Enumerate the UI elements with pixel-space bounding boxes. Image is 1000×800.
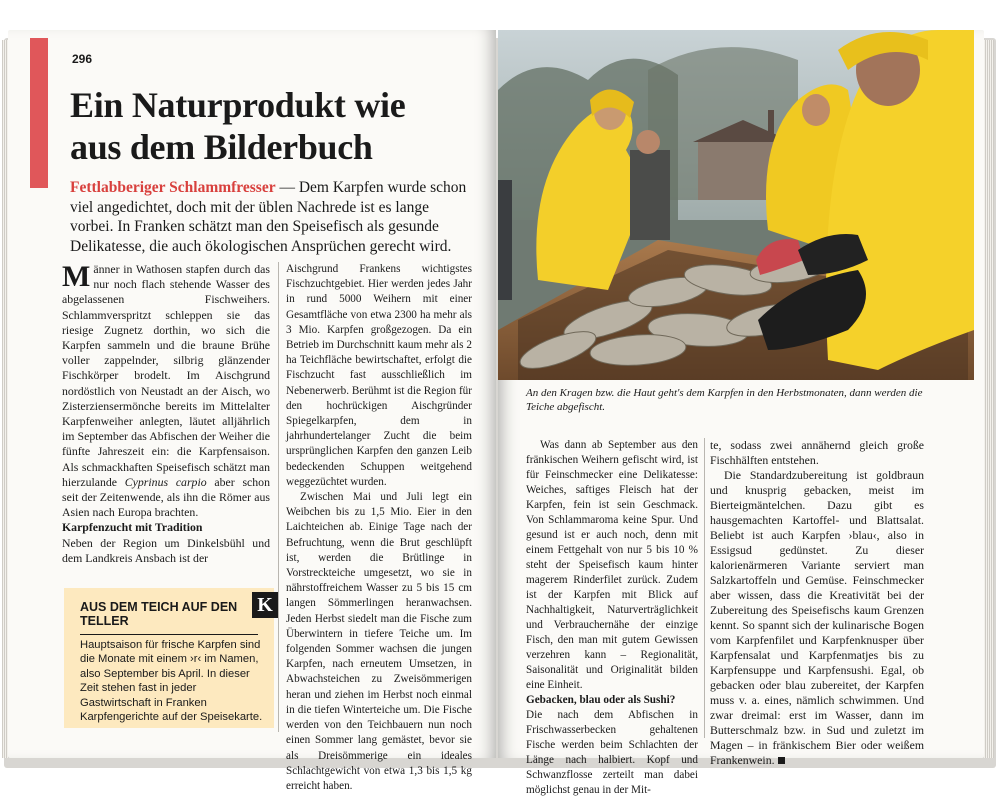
article-title [70,84,480,168]
dropcap: M [62,260,91,293]
section-heading-gebacken: Gebacken, blau oder als Sushi? [526,694,676,706]
body-column-3 [526,438,698,798]
col1-text-a: änner in Wathosen stapfen durch das nur noch flach stehende Wasser des abgelassenen Fischweihers. Schlammverspritzt schleppen sie das riesige Zugnetz dorthin, wo sich die Karpfen sammeln und die braune Brühe voller zappelnder, silbrig glänzender Fischkörper brodelt. Im Aischgrund nordöstlich von Neustadt an der Aisch, wo Zisterziensermönche bereits im Mittelalter Karpfenweiher anlegten, läutet alljährlich im September das Abfischen der Weiher die fünfte Jahreszeit ein: die Karpfensaison. Als schmackhaften Speisefisch schätzt man hierzulande [62,262,270,489]
body-column-4 [710,438,924,768]
col4-text: Die Standardzubereitung ist goldbraun und knusprig gebacken, meist im Bierteigmäntelchen. Dazu gibt es hausgemachten Kartoffel- und Blattsalat. Beliebt ist auch Karpfen ›blau‹, also in Essigsud gedünstet. Zu dieser kalorienärmeren Variante serviert man Salzkartoffeln und Gemüse. Feinschmecker aber wissen, dass die Kreativität bei der Zubereitung des Speisefischs kaum Grenzen kennt. So spannt sich der kulinarische Bogen vom Karpfenfilet und Karpfenknusper über Karpfensalat und Karpfenmatjes bis zu Karpfensuppe und Karpfensushi. Egal, ob gebacken oder blau zubereitet, der Karpfen muss v. a. eines, nämlich schwimmen. Und zwar dreimal: erst im Wasser, dann im Butterschmalz bzw. in Sud und zuletzt im Magen – in fränkischem Bier oder weißem Frankenwein. [710,468,924,767]
col3-paragraph-2: Die nach dem Abfischen in Frischwasserbecken gehaltenen Fische werden beim Schlachten der Länge nach halbiert. Kopf und Schwanzflosse zerteilt man dabei möglichst genau in der Mit- [526,709,698,796]
k-badge-icon: K [252,592,278,618]
page-edges-right [984,40,994,758]
col4-paragraph-1: te, sodass zwei annähernd gleich große Fischhälften entstehen. [710,438,924,467]
section-heading-karpfenzucht: Karpfenzucht mit Tradition [62,520,203,535]
col1-paragraph-2: Neben der Region um Dinkelsbühl und dem Landkreis Ansbach ist der [62,535,270,565]
col1-italic: Cyprinus carpio [124,474,207,489]
col2-paragraph-1: Aischgrund Frankens wichtigstes Fischzuchtgebiet. Hier werden jedes Jahr in rund 5000 Weihern mit einer Gesamtfläche von etwa 2300 ha mehr als 3 Mio. Karpfen großgezogen. Da ein Betrieb im Durchschnitt kaum mehr als 2 ha Teichfläche bewirtschaftet, erfolgt die Fischzucht fast ausschließlich im Nebenerwerb. Berühmt ist die Region für den hochrückigen Aischgründer Spiegelkarpfen, dem in jahrhundertelanger Zucht die beim ursprünglichen Karpfen den ganzen Leib bedeckenden Schuppen weitgehend weggezüchtet wurden. [286,263,472,488]
column-divider-right [704,438,705,738]
lead-kicker: Fettlabberiger Schlammfresser [70,179,276,196]
body-column-2 [286,262,472,794]
photo-caption: An den Kragen bzw. die Haut geht's dem Karpfen in den Herbstmonaten, dann werden die Teiche abgefischt. [526,387,923,413]
page-number: 296 [72,52,93,66]
col1-text-b: aber schon seit der Zeitenwende, als ihn die Römer aus Asien nach Europa brachten. [62,474,270,520]
infobox-rule [80,634,258,635]
infobox-text: Hauptsaison für frische Karpfen sind die Monate mit einem ›r‹ im Namen, also September bis April. In dieser Zeit stehen fast in jeder Gastwirtschaft in Franken Karpfengerichte auf der Speisekarte. [80,639,263,724]
body-column-1 [62,262,270,566]
col4-paragraph-2 [710,468,924,768]
end-of-article-icon [778,757,785,764]
col2-paragraph-2: Zwischen Mai und Juli legt ein Weibchen bis zu 1,5 Mio. Eier in den Laichteichen ab. Einige Tage nach der Befruchtung, wenn die Brut geschlüpft ist, werden die Brütlinge in Vorstreckteiche umgesetzt, wo sie in nährstoffreichem Wasser zu 5 bis 15 cm langen Sömmerlingen heranwachsen. Jeden Herbst siedelt man die Fische zum Überwintern in tiefere Teiche um. Im folgenden Sommer wachsen die jungen Karpfen, nach erneutem Umsetzen, in Abwachsteichen zu Zweisömmerigen heran und ziehen im Herbst noch einmal in die tiefen Winterteiche um. Die Fische werden von den Teichbauern nun noch einen Sommer lang gemästet, bevor sie als Dreisömmerige ein ideales Schlachtgewicht von etwa 1,3 bis 1,5 kg erreicht haben. [286,491,472,792]
carp-harvest-photo [498,30,974,380]
col3-paragraph-1: Was dann ab September aus den fränkischen Weihern gefischt wird, ist für Feinschmecker eine Delikatesse: Weiches, saftiges Fleisch hat der Karpfen, fein ist sein Geschmack. Von Schlammaroma keine Spur. Und gesund ist er auch noch, denn mit einem Fettgehalt von nur 5 bis 10 % steht der Speisefisch kaum hinter magerem Rinderfilet zurück. Zudem ist der Karpfen mit Blick auf Nachhaltigkeit, Naturverträglichkeit und Verbrauchernähe der einzige Fisch, den man mit gutem Gewissen verzehren kann – Regionalität, Saisonalität und Originalität bilden eine Einheit. [526,439,698,691]
photo-illustration [498,30,974,380]
col1-paragraph [62,262,270,520]
infobox [64,588,274,728]
title-line-1: Ein Naturprodukt wie [70,85,406,125]
column-divider [278,262,279,732]
accent-bar [30,38,48,188]
lead-text: — Dem Karpfen wurde schon viel angedichtet, doch mit der üblen Nachrede ist es lange vorbei. In Franken schätzt man den Speisefisch als gesunde Delikatesse, die auch ökologischen Ansprüchen gerecht wird. [70,179,467,255]
title-line-2: aus dem Bilderbuch [70,127,373,167]
lead-paragraph [70,178,470,256]
infobox-title: AUS DEM TEICH AUF DEN TELLER [80,600,238,628]
